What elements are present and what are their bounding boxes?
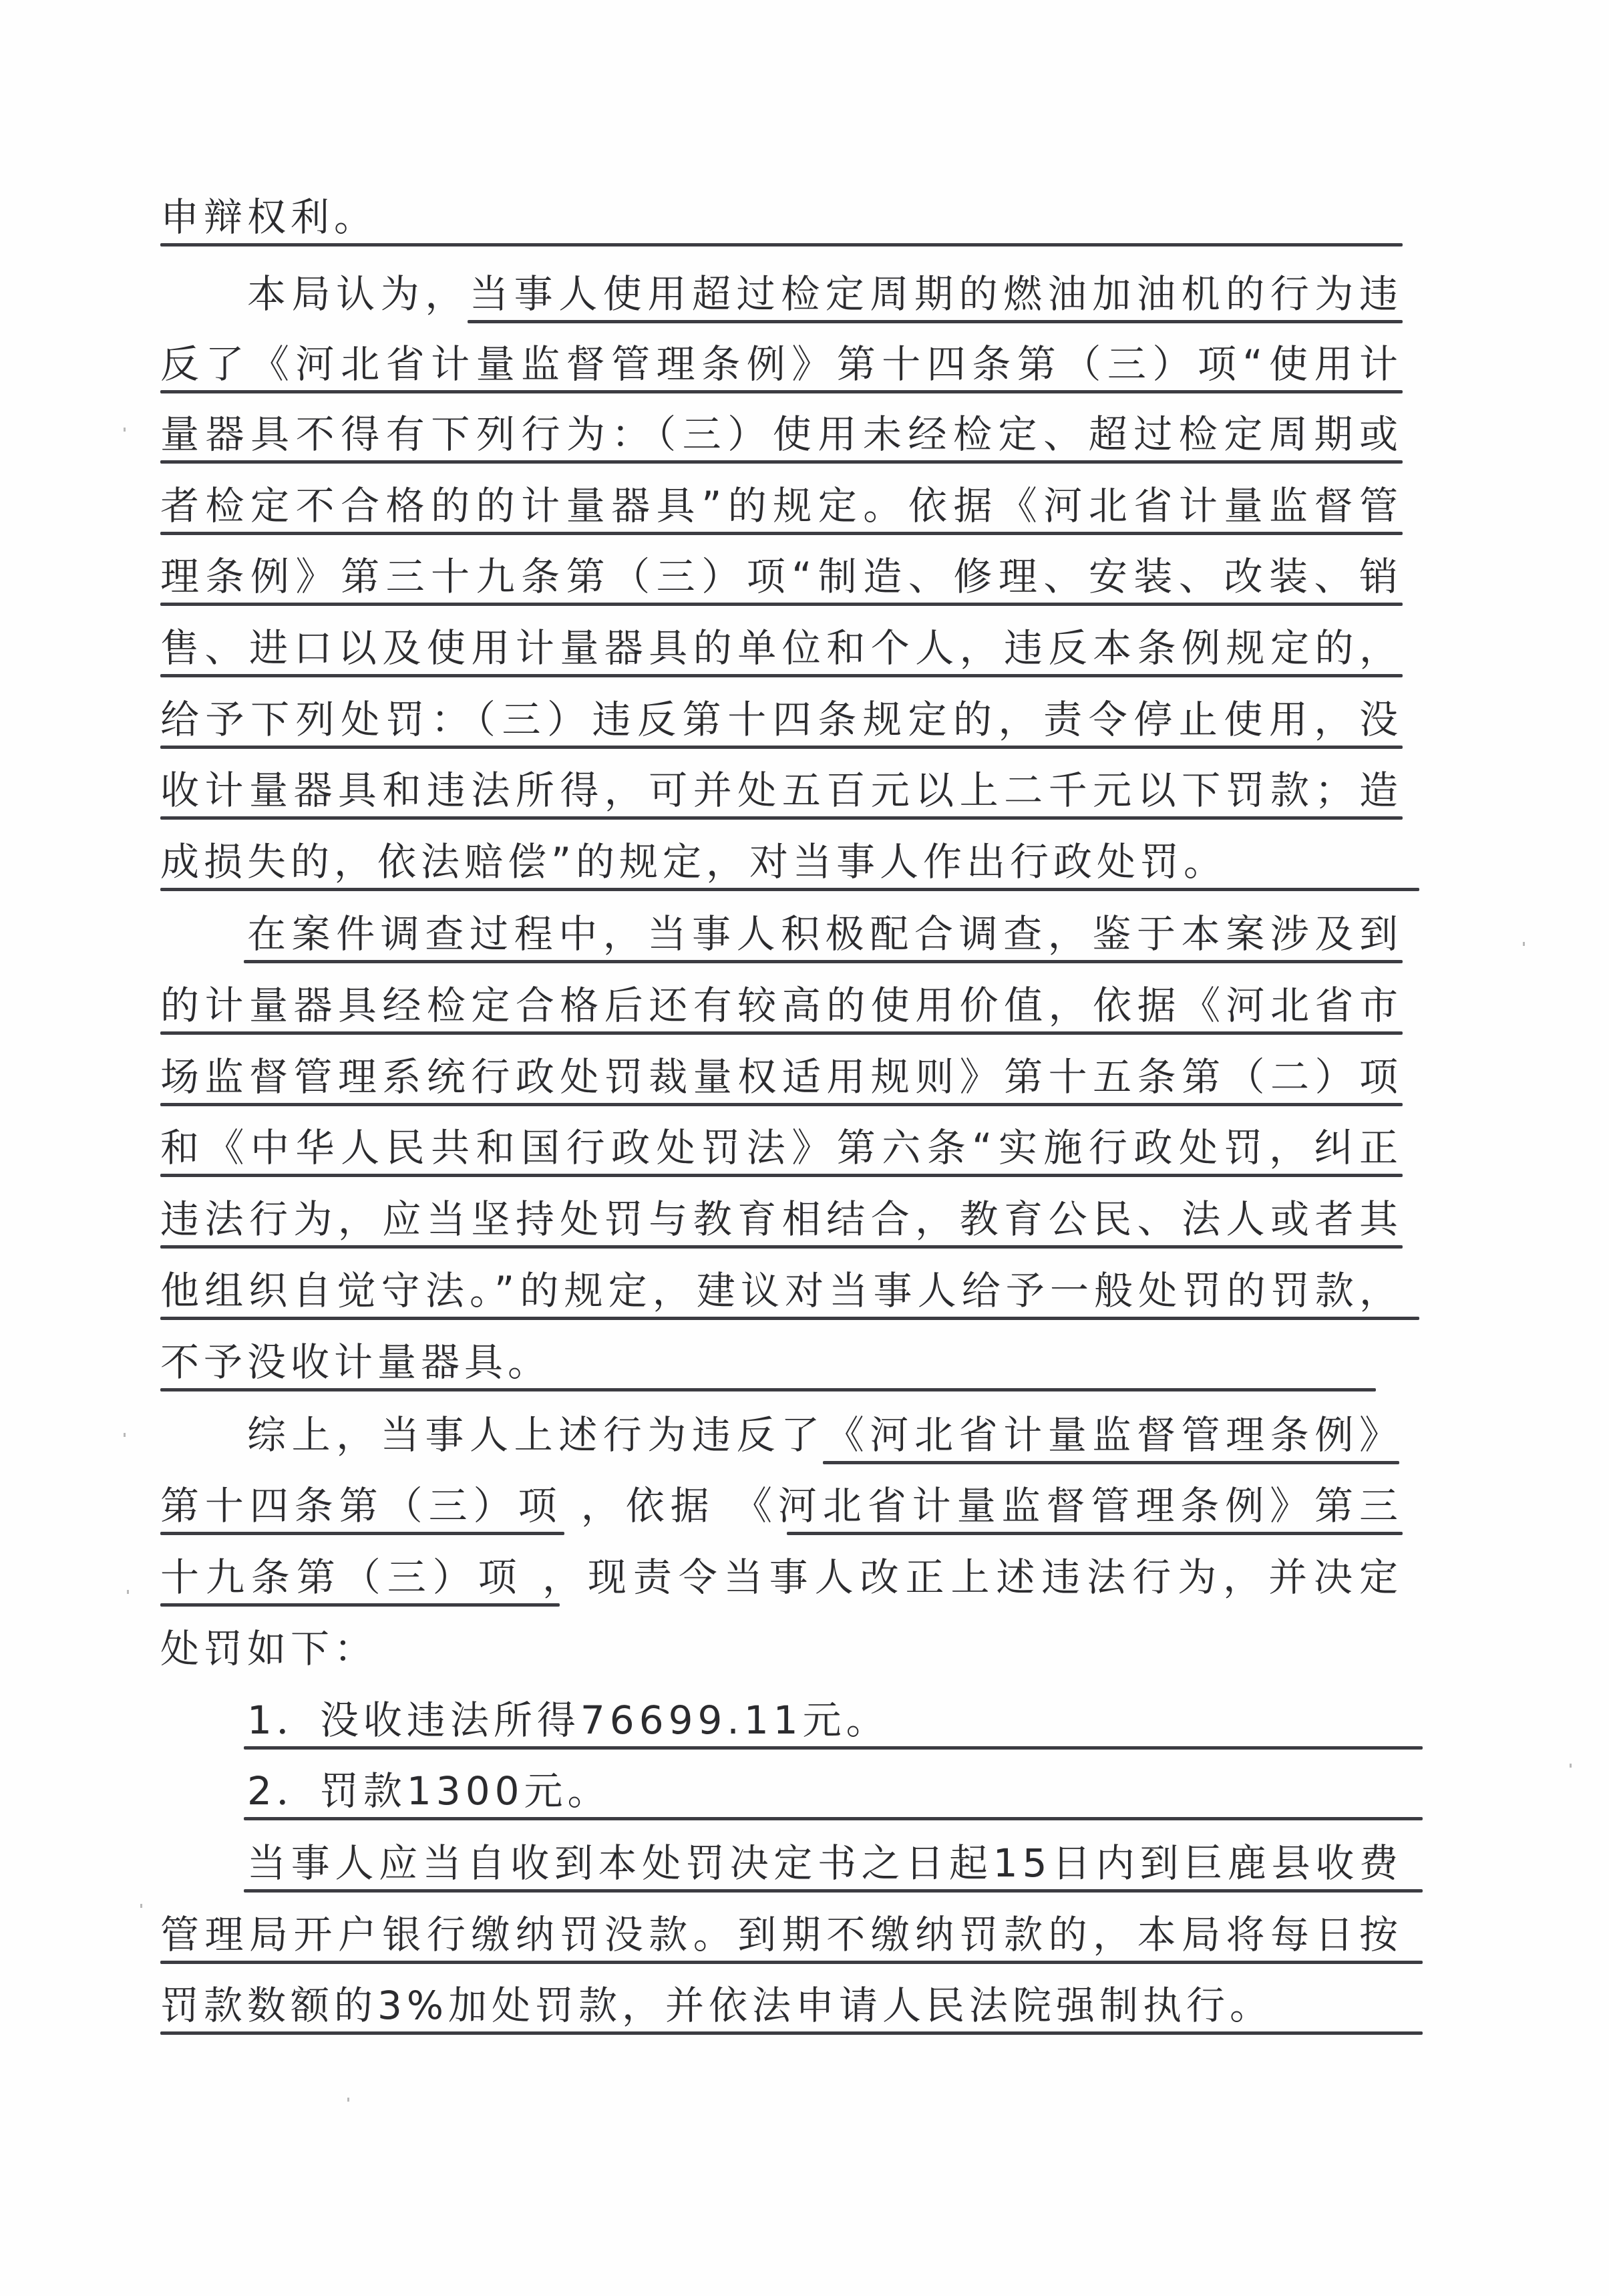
underline-rule	[160, 603, 1403, 606]
text-line	[160, 767, 1403, 820]
text-line	[160, 1697, 1403, 1750]
text-line	[160, 1554, 1403, 1607]
underline-rule	[160, 1532, 564, 1535]
underlined-text-segment: 量器具不得有下列行为：（三）使用未经检定、超过检定周期或	[160, 412, 1403, 457]
underline-rule	[244, 1889, 1423, 1893]
text-line	[160, 1982, 1403, 2035]
text-line	[160, 411, 1403, 464]
text-line	[160, 1339, 1403, 1392]
text-segment: ，现责令当事人改正上述违法行为，并决定	[542, 1554, 1403, 1600]
underline-rule	[160, 746, 1403, 749]
underline-rule	[244, 960, 1403, 963]
scan-speck	[1523, 942, 1525, 946]
text-line	[160, 982, 1403, 1035]
text-line	[160, 1412, 1403, 1465]
text-line	[160, 1267, 1403, 1321]
underlined-text-segment: 十九条第（三）项	[160, 1554, 542, 1600]
underlined-text-segment: 罚款数额的3%加处罚款，并依法申请人民法院强制执行。	[160, 1983, 1274, 2028]
text-line	[160, 1840, 1403, 1893]
underline-rule	[787, 1532, 1403, 1535]
underlined-text-segment: 者检定不合格的的计量器具”的规定。依据《河北省计量监督管	[160, 483, 1403, 528]
underline-rule	[160, 2031, 1423, 2035]
underlined-text-segment: 申辩权利。	[160, 194, 378, 240]
underlined-text-segment: 的计量器具经检定合格后还有较高的使用价值，依据《河北省市	[160, 983, 1403, 1028]
underline-rule	[160, 390, 1403, 393]
underlined-text-segment: 管理局开户银行缴纳罚没款。到期不缴纳罚款的，本局将每日按	[160, 1912, 1403, 1957]
text-line	[160, 1482, 1403, 1536]
text-line	[160, 625, 1403, 678]
text-line	[160, 1196, 1403, 1249]
text-line	[160, 1053, 1403, 1107]
scan-speck	[124, 1433, 126, 1437]
scan-speck	[127, 1590, 129, 1594]
scan-speck	[1570, 1764, 1572, 1768]
text-line	[160, 482, 1403, 536]
underline-rule	[160, 1245, 1403, 1249]
text-segment: 综上，当事人上述行为违反了	[247, 1412, 826, 1458]
underline-rule	[160, 816, 1403, 820]
text-line	[160, 696, 1403, 750]
text-line	[160, 1625, 1403, 1679]
underlined-text-segment: 理条例》第三十九条第（三）项“制造、修理、安装、改装、销	[160, 554, 1403, 599]
underlined-text-segment: 反了《河北省计量监督管理条例》第十四条第（三）项“使用计	[160, 341, 1403, 387]
underlined-text-segment: 成损失的，依法赔偿”的规定，对当事人作出行政处罚。	[160, 839, 1228, 884]
underlined-text-segment: 《河北省计量监督管理条例》	[825, 1412, 1403, 1458]
underline-rule	[823, 1461, 1399, 1464]
underlined-text-segment: 不予没收计量器具。	[160, 1339, 552, 1385]
underline-rule	[160, 888, 1419, 891]
scan-speck	[347, 2098, 349, 2102]
underline-rule	[160, 1103, 1403, 1106]
text-segment: 本局认为，	[247, 271, 470, 317]
scan-speck	[140, 1904, 142, 1908]
underlined-text-segment: 在案件调查过程中，当事人积极配合调查，鉴于本案涉及到	[247, 911, 1403, 957]
text-line	[160, 271, 1403, 324]
text-segment: ，依据	[580, 1483, 733, 1528]
underlined-text-segment: 当事人应当自收到本处罚决定书之日起15日内到巨鹿县收费	[247, 1840, 1403, 1886]
text-line	[160, 1768, 1403, 1821]
text-line	[160, 341, 1403, 394]
underline-rule	[160, 1961, 1423, 1964]
underline-rule	[160, 532, 1403, 535]
underline-rule	[468, 320, 1403, 323]
underlined-text-segment: 售、进口以及使用计量器具的单位和个人，违反本条例规定的，	[160, 625, 1403, 671]
underline-rule	[244, 1817, 1423, 1820]
scan-speck	[124, 428, 126, 432]
text-line	[160, 911, 1403, 964]
underlined-text-segment: 他组织自觉守法。”的规定，建议对当事人给予一般处罚的罚款，	[160, 1268, 1403, 1313]
text-line	[160, 1124, 1403, 1178]
underlined-text-segment: 当事人使用超过检定周期的燃油加油机的行为违	[470, 271, 1403, 317]
underlined-text-segment: 场监督管理系统行政处罚裁量权适用规则》第十五条第（二）项	[160, 1054, 1403, 1100]
underline-rule	[160, 1603, 560, 1607]
underlined-text-segment: 1．没收违法所得76699.11元。	[247, 1697, 890, 1743]
underlined-text-segment: 《河北省计量监督管理条例》第三	[733, 1483, 1403, 1528]
underlined-text-segment: 违法行为，应当坚持处罚与教育相结合，教育公民、法人或者其	[160, 1196, 1403, 1242]
underline-rule	[160, 674, 1403, 677]
text-line	[160, 1911, 1403, 1965]
underlined-text-segment: 2．罚款1300元。	[247, 1768, 611, 1814]
text-line	[160, 838, 1403, 892]
text-line	[160, 553, 1403, 607]
underline-rule	[160, 1317, 1419, 1320]
underline-rule	[160, 1174, 1403, 1177]
underline-rule	[160, 1388, 1376, 1391]
underline-rule	[160, 460, 1403, 464]
underlined-text-segment: 和《中华人民共和国行政处罚法》第六条“实施行政处罚，纠正	[160, 1125, 1403, 1170]
text-segment: 处罚如下：	[160, 1626, 378, 1671]
underlined-text-segment: 收计量器具和违法所得，可并处五百元以上二千元以下罚款；造	[160, 768, 1403, 813]
underline-rule	[160, 1031, 1403, 1035]
underline-rule	[160, 243, 1403, 247]
underlined-text-segment: 给予下列处罚：（三）违反第十四条规定的，责令停止使用，没	[160, 697, 1403, 742]
underlined-text-segment: 第十四条第（三）项	[160, 1483, 581, 1528]
text-line	[160, 194, 1403, 247]
underline-rule	[244, 1746, 1423, 1750]
